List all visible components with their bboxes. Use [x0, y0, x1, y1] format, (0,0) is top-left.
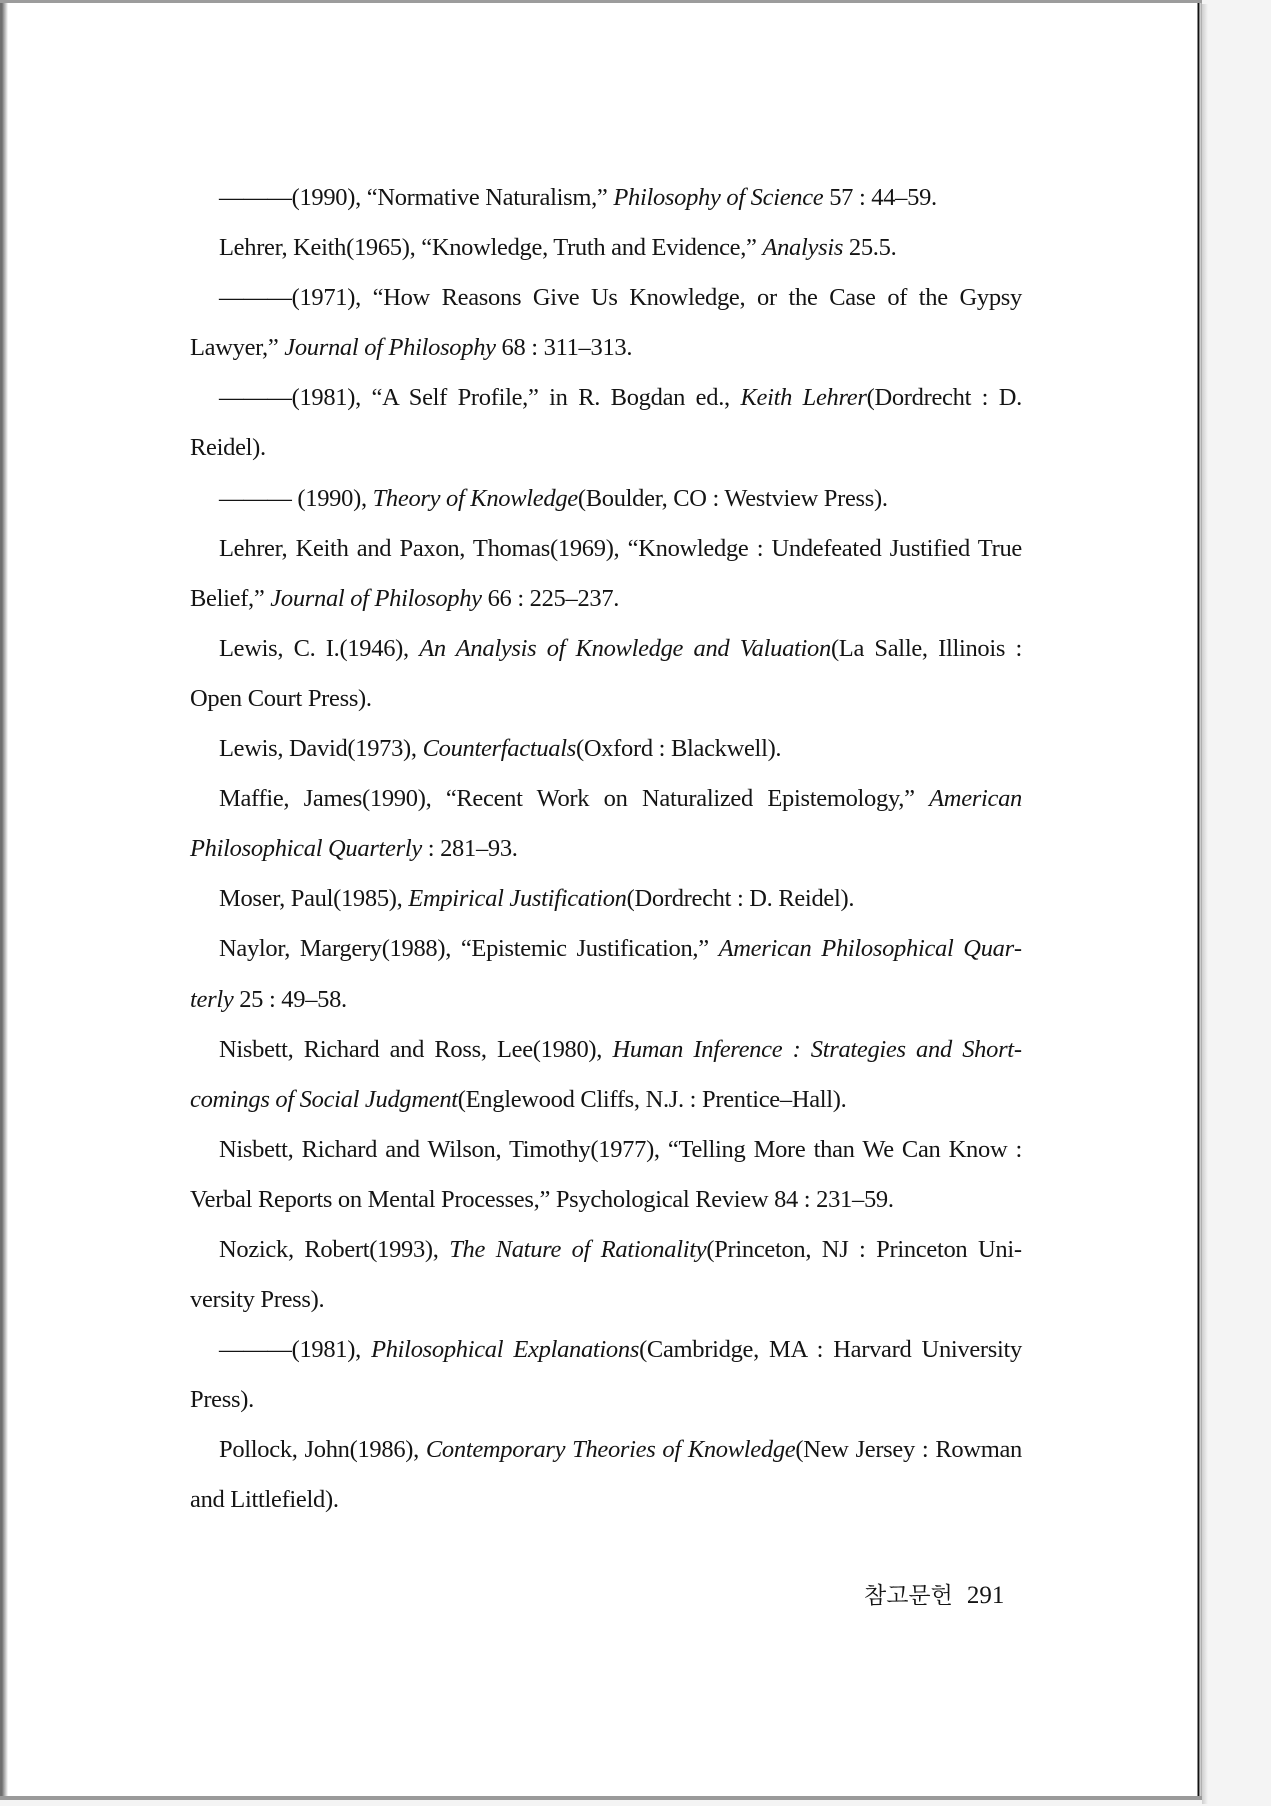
reference-entry — [190, 1225, 1022, 1325]
reference-text: ———(1971), “How Reasons Give Us Knowledge, or the Case of the Gypsy Lawyer,” — [190, 284, 1022, 362]
reference-text: (Cambridge, MA : Harvard University Press). — [190, 1336, 1022, 1414]
reference-text: Maffie, James(1990), “Recent Work on Naturalized Epistemology,” — [219, 785, 930, 813]
reference-title: An Analysis of Knowledge and Valuation — [419, 634, 831, 662]
reference-title: Journal of Philosophy — [284, 334, 496, 362]
reference-text: (Princeton, NJ : Princeton University Press). — [190, 1235, 1022, 1314]
reference-entry — [190, 874, 1022, 924]
reference-text: (Oxford : Blackwell). — [575, 735, 782, 763]
reference-title: Theory of Knowledge — [372, 484, 578, 512]
reference-text: : 281–93. — [421, 835, 518, 863]
reference-entry — [190, 1425, 1022, 1525]
reference-title: Analysis — [762, 234, 844, 262]
reference-text: ———(1981), — [219, 1336, 372, 1364]
reference-title: Philosophical Explanations — [371, 1336, 640, 1364]
reference-entry — [190, 924, 1022, 1024]
reference-text: Nisbett, Richard and Ross, Lee(1980), — [219, 1035, 613, 1063]
reference-title: American Philosophical Quarterly — [190, 935, 1022, 1013]
reference-entry — [190, 1025, 1022, 1125]
reference-entry — [190, 223, 1022, 273]
reference-title: The Nature of Rationality — [449, 1235, 707, 1263]
reference-text: 25 : 49–58. — [233, 985, 347, 1013]
reference-entry — [190, 1325, 1022, 1425]
reference-title: Keith Lehrer — [740, 384, 867, 412]
reference-text: Lewis, David(1973), — [219, 735, 423, 763]
section-label: 참고문헌 — [864, 1583, 953, 1609]
reference-text: Pollock, John(1986), — [219, 1436, 426, 1464]
reference-text: Naylor, Margery(1988), “Epistemic Justification,” — [219, 935, 719, 963]
page-number: 291 — [966, 1582, 1005, 1609]
reference-entry — [190, 1125, 1022, 1225]
reference-text: Lewis, C. I.(1946), — [219, 634, 420, 662]
reference-text: Nisbett, Richard and Wilson, Timothy(1977), “Telling More than We Can Know : Verbal Reports on Mental Processes,” Psychological Review 84 : 231–59. — [190, 1135, 1022, 1213]
reference-text: (Englewood Cliffs, N.J. : Prentice–Hall). — [457, 1085, 847, 1113]
reference-entry — [190, 173, 1022, 223]
reference-list — [190, 173, 1022, 1526]
reference-text: ———(1990), “Normative Naturalism,” — [219, 184, 614, 211]
reference-title: Philosophy of Science — [613, 184, 824, 211]
reference-text: ——— (1990), — [219, 484, 373, 512]
reference-entry — [190, 524, 1022, 624]
reference-entry — [190, 774, 1022, 874]
reference-title: Human Inference : Strategies and Shortcomings of Social Judgment — [190, 1035, 1022, 1113]
reference-entry — [190, 373, 1022, 473]
reference-title: Counterfactuals — [422, 735, 576, 763]
page-shadow — [1202, 4, 1208, 1804]
page-left-edge — [0, 3, 8, 1796]
reference-text: Nozick, Robert(1993), — [219, 1235, 450, 1263]
reference-text: 68 : 311–313. — [495, 334, 633, 362]
reference-text: (New Jersey : Rowman and Littlefield). — [190, 1436, 1022, 1514]
reference-entry — [190, 273, 1022, 373]
reference-text: 57 : 44–59. — [823, 184, 937, 211]
reference-text: 25.5. — [843, 234, 897, 262]
reference-title: American Philosophical Quarterly — [190, 785, 1022, 863]
page-footer — [864, 1577, 1004, 1610]
reference-text: (La Salle, Illinois : Open Court Press). — [190, 634, 1022, 712]
reference-text: 66 : 225–237. — [481, 584, 620, 612]
reference-text: (Boulder, CO : Westview Press). — [577, 484, 888, 512]
reference-entry — [190, 624, 1022, 724]
reference-title: Journal of Philosophy — [270, 584, 482, 612]
reference-title: Contemporary Theories of Knowledge — [425, 1436, 796, 1464]
reference-text: (Dordrecht : D. Reidel). — [626, 885, 855, 913]
reference-text: (Dordrecht : D. Reidel). — [190, 384, 1022, 462]
reference-title: Empirical Justification — [408, 885, 627, 913]
reference-text: Lehrer, Keith(1965), “Knowledge, Truth and Evidence,” — [219, 234, 763, 262]
reference-entry — [190, 724, 1022, 774]
reference-text: ———(1981), “A Self Profile,” in R. Bogdan ed., — [219, 384, 741, 412]
reference-text: Lehrer, Keith and Paxon, Thomas(1969), “Knowledge : Undefeated Justified True Belief,” — [190, 534, 1022, 612]
reference-text: Moser, Paul(1985), — [219, 885, 409, 913]
reference-entry — [190, 474, 1022, 524]
